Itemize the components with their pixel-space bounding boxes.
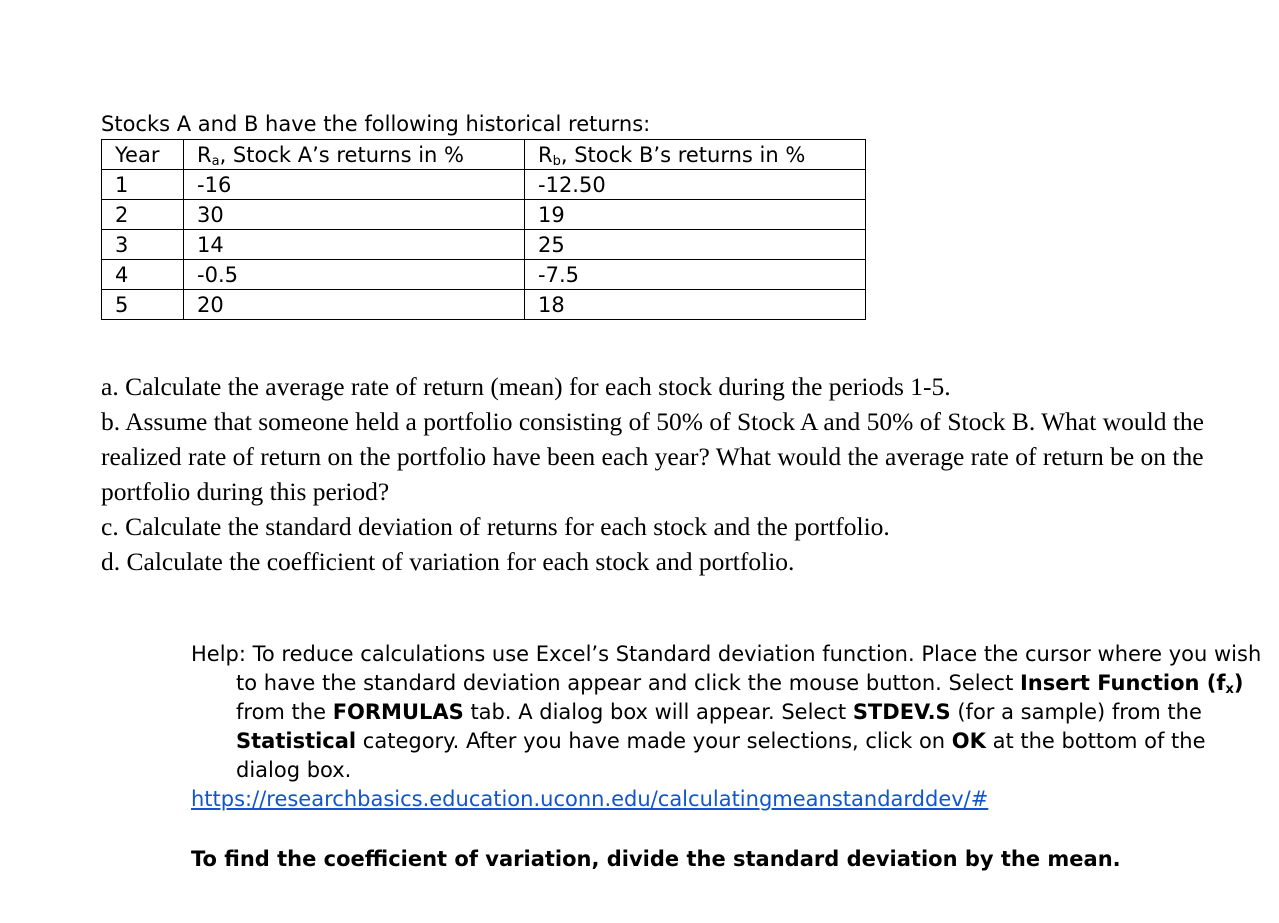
help-insert-function-close: ) — [1233, 671, 1244, 695]
help-paragraph — [191, 640, 1276, 785]
header-stock-a-label: , Stock A’s returns in % — [219, 142, 464, 167]
header-stock-a — [184, 140, 525, 170]
header-stock-a-sub: a — [211, 153, 220, 169]
table-row — [102, 260, 866, 290]
table-row — [102, 170, 866, 200]
help-text-1: Help: To reduce calculations use Excel’s Standard deviation function. Place the cursor where you wish to have the standard deviation appear and click the mouse button. Select — [191, 642, 1262, 695]
header-stock-b-letter: R — [538, 142, 553, 167]
cell-stock-a: 30 — [184, 200, 525, 230]
header-stock-b-label: , Stock B’s returns in % — [560, 142, 806, 167]
question-c: c. Calculate the standard deviation of returns for each stock and the portfolio. — [101, 512, 890, 541]
cell-stock-b: 18 — [525, 290, 866, 320]
table-row — [102, 290, 866, 320]
cell-stock-b: 19 — [525, 200, 866, 230]
cell-stock-a: 20 — [184, 290, 525, 320]
header-stock-b-sub: b — [552, 153, 561, 169]
header-year: Year — [102, 140, 184, 170]
cell-stock-a: -0.5 — [184, 260, 525, 290]
question-a: a. Calculate the average rate of return (mean) for each stock during the periods 1-5. — [101, 372, 951, 401]
cell-year: 3 — [102, 230, 184, 260]
question-b: b. Assume that someone held a portfolio consisting of 50% of Stock A and 50% of Stock B. What would the realized rate of return on the portfolio have been each year? What would the average rate of return be on the portfolio during this period? — [101, 407, 1204, 506]
help-stdev-s: STDEV.S — [852, 700, 951, 724]
help-link-row — [191, 785, 1276, 814]
table-row — [102, 200, 866, 230]
cell-year: 2 — [102, 200, 184, 230]
help-insert-function-label: Insert Function (f — [1019, 671, 1226, 695]
cell-stock-b: -12.50 — [525, 170, 866, 200]
help-text-2: from the — [236, 700, 333, 724]
cell-year: 5 — [102, 290, 184, 320]
help-ok: OK — [951, 729, 986, 753]
help-text-5: category. After you have made your selections, click on — [356, 729, 952, 753]
help-insert-function-sub: x — [1225, 682, 1234, 697]
cell-year: 4 — [102, 260, 184, 290]
help-formulas-tab: FORMULAS — [332, 700, 464, 724]
header-stock-b — [525, 140, 866, 170]
cell-stock-a: -16 — [184, 170, 525, 200]
cell-year: 1 — [102, 170, 184, 200]
table-caption: Stocks A and B have the following historical returns: — [101, 112, 651, 136]
returns-table — [101, 139, 866, 320]
coefficient-of-variation-note: To find the coefficient of variation, divide the standard deviation by the mean. — [191, 847, 1121, 871]
cell-stock-b: -7.5 — [525, 260, 866, 290]
help-section — [191, 640, 1276, 814]
reference-link[interactable]: https://researchbasics.education.uconn.edu/calculatingmeanstandarddev/# — [191, 787, 989, 811]
table-header-row — [102, 140, 866, 170]
help-text-3: tab. A dialog box will appear. Select — [463, 700, 853, 724]
table-row — [102, 230, 866, 260]
cell-stock-b: 25 — [525, 230, 866, 260]
help-text-4: (for a sample) from the — [950, 700, 1202, 724]
question-list — [101, 369, 1273, 579]
question-d: d. Calculate the coefficient of variation for each stock and portfolio. — [101, 547, 795, 576]
help-insert-function — [1020, 671, 1244, 695]
cell-stock-a: 14 — [184, 230, 525, 260]
help-text-6: at the bottom of the dialog box. — [236, 729, 1206, 782]
header-stock-a-letter: R — [197, 142, 212, 167]
help-statistical-category: Statistical — [236, 729, 357, 753]
